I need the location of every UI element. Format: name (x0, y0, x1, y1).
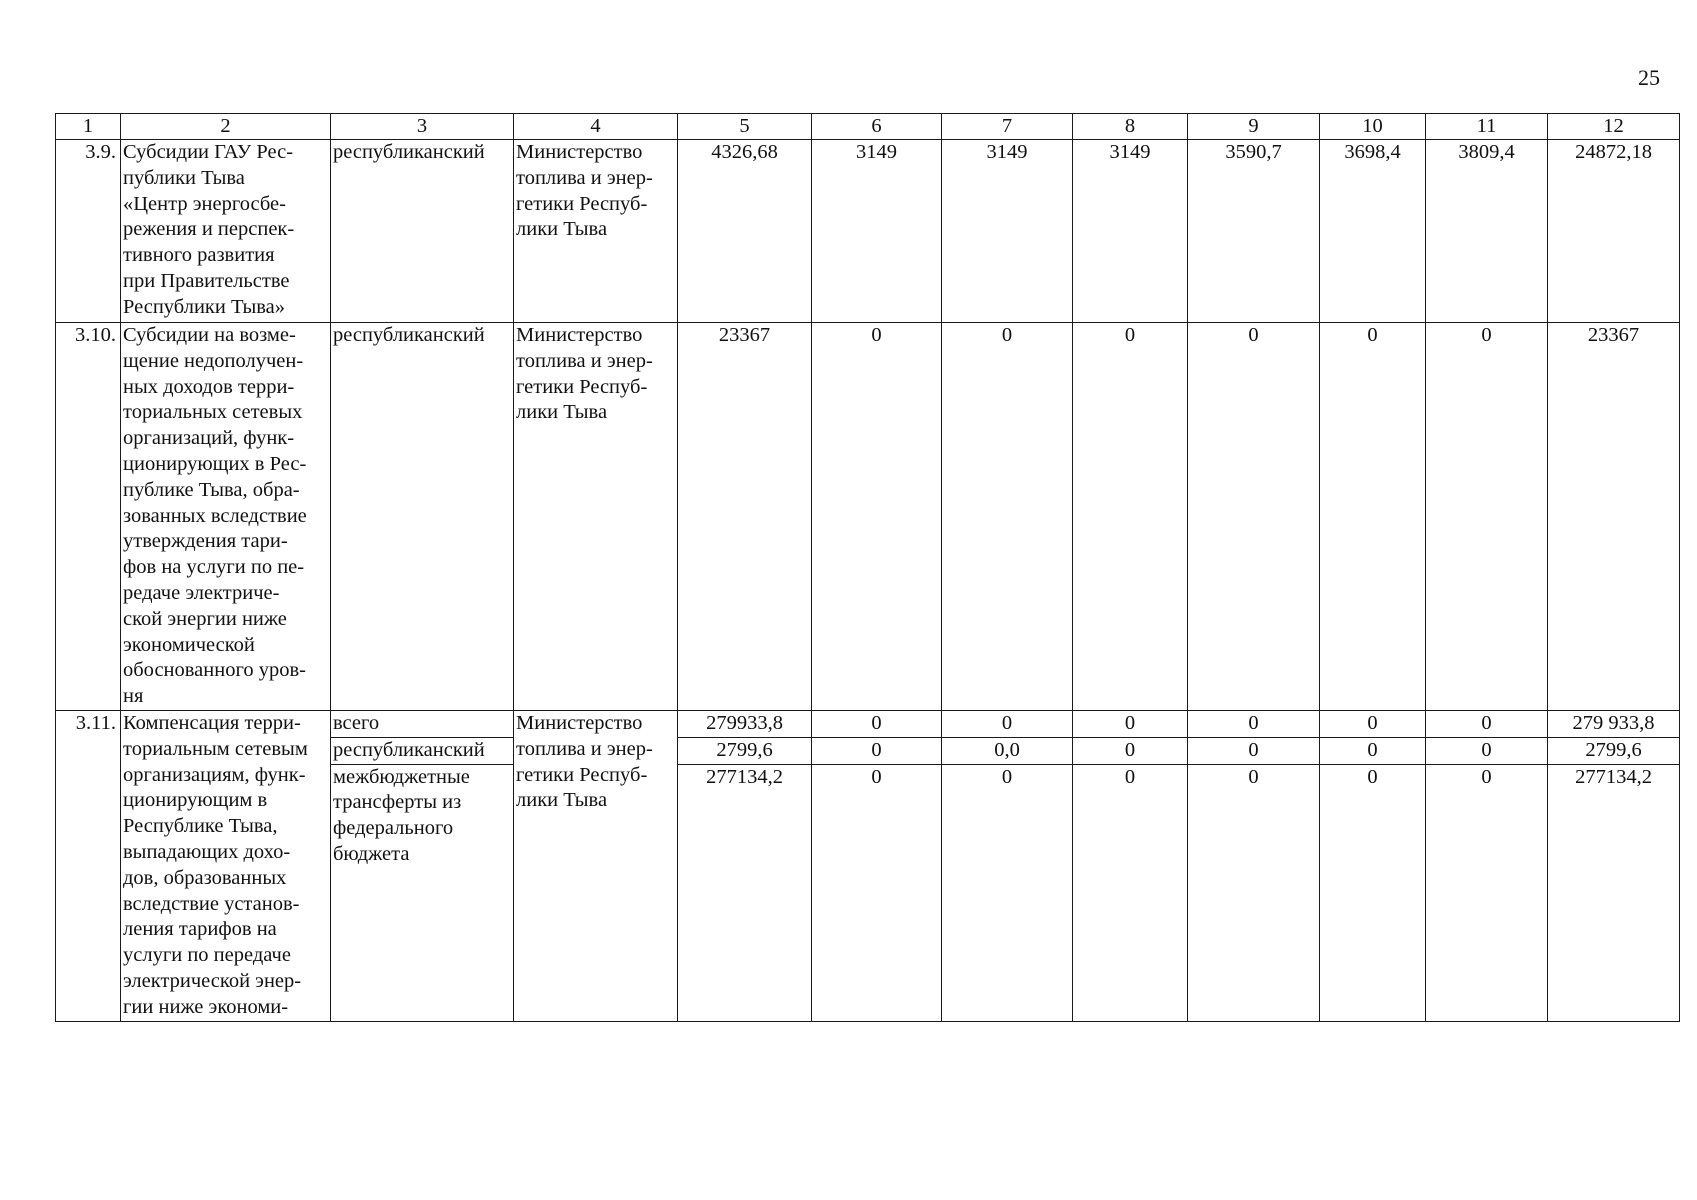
header-cell: 9 (1188, 114, 1320, 140)
row-description: Компенсация терри- ториальным сетевым организациям, функ- ционирующим в Республике Тыва, выпадающих дохо- дов, образованных вследствие установ- ления тарифов на услуги по передаче электрической энер- гии ниже экономи- (121, 711, 331, 1022)
value-cell: 0 (812, 323, 942, 711)
funding-source: республиканский (331, 738, 513, 765)
value-cell: 3149 (942, 140, 1073, 323)
value-cell: 0 (942, 323, 1073, 711)
table-row (56, 140, 1680, 323)
funding-source: республиканский (331, 323, 514, 711)
value-cell: 0 (1367, 765, 1378, 788)
value-cell: 0 (1426, 711, 1547, 738)
value-cell: 0 (1001, 765, 1013, 788)
value-cell: 0 (812, 711, 941, 738)
value-stack (678, 711, 812, 1022)
value-cell: 0 (1188, 323, 1320, 711)
value-cell: 0 (1124, 765, 1136, 788)
header-cell: 10 (1320, 114, 1426, 140)
header-cell: 8 (1073, 114, 1188, 140)
row-number: 3.11. (56, 711, 121, 1022)
value-cell: 0 (942, 711, 1072, 738)
value-cell: 24872,18 (1548, 140, 1680, 323)
header-cell: 4 (514, 114, 678, 140)
header-cell: 12 (1548, 114, 1680, 140)
row-description: Субсидии на возме- щение недополучен- ных доходов терри- ториальных сетевых организаций, функ- ционирующих в Рес- публике Тыва, обра- зованных вследствие утверждения тари- фов на услуги по пе- редаче электриче- ской энергии ниже экономической обоснованного уров- ня (121, 323, 331, 711)
header-cell: 2 (121, 114, 331, 140)
funding-source: всего (331, 711, 513, 738)
value-cell: 277134,2 (1575, 765, 1652, 788)
value-stack (1548, 711, 1680, 1022)
value-cell: 0 (1073, 738, 1187, 765)
value-cell: 0 (1188, 711, 1319, 738)
value-stack (942, 711, 1073, 1022)
row-number: 3.9. (56, 140, 121, 323)
funding-source: межбюджетные трансферты из федерального бюджета (333, 765, 470, 865)
row-description: Субсидии ГАУ Рес- публики Тыва «Центр энергосбе- режения и перспек- тивного развития при Правительстве Республики Тыва» (121, 140, 331, 323)
header-cell: 3 (331, 114, 514, 140)
value-cell: 0 (1248, 765, 1259, 788)
page-number: 25 (1638, 65, 1660, 90)
value-cell: 2799,6 (1548, 738, 1679, 765)
value-cell: 279 933,8 (1548, 711, 1679, 738)
value-cell: 3590,7 (1188, 140, 1320, 323)
value-cell: 2799,6 (678, 738, 811, 765)
value-stack (1320, 711, 1426, 1022)
value-cell: 0 (1426, 738, 1547, 765)
row-number: 3.10. (56, 323, 121, 711)
header-cell: 7 (942, 114, 1073, 140)
value-cell: 3149 (812, 140, 942, 323)
budget-table (55, 113, 1680, 1022)
value-cell: 0 (871, 765, 882, 788)
value-cell: 0 (1073, 323, 1188, 711)
value-cell: 277134,2 (706, 765, 783, 788)
value-cell: 0 (1320, 323, 1426, 711)
table-row (56, 323, 1680, 711)
value-cell: 0 (1320, 738, 1425, 765)
value-stack (1073, 711, 1188, 1022)
value-stack (1426, 711, 1548, 1022)
value-cell: 0 (812, 738, 941, 765)
value-cell: 0 (1188, 738, 1319, 765)
value-cell: 3698,4 (1320, 140, 1426, 323)
value-cell: 0 (1481, 765, 1492, 788)
value-cell: 23367 (1548, 323, 1680, 711)
header-cell: 5 (678, 114, 812, 140)
value-cell: 0 (1320, 711, 1425, 738)
responsible-agency: Министерство топлива и энер- гетики Респуб- лики Тыва (514, 140, 678, 323)
value-stack (1188, 711, 1320, 1022)
value-stack (812, 711, 942, 1022)
value-cell: 0,0 (942, 738, 1072, 765)
funding-source: республиканский (331, 140, 514, 323)
value-cell: 279933,8 (678, 711, 811, 738)
header-cell: 11 (1426, 114, 1548, 140)
value-cell: 23367 (678, 323, 812, 711)
responsible-agency: Министерство топлива и энер- гетики Респуб- лики Тыва (514, 711, 678, 1022)
funding-source-stack (331, 711, 514, 1022)
header-cell: 6 (812, 114, 942, 140)
responsible-agency: Министерство топлива и энер- гетики Респуб- лики Тыва (514, 323, 678, 711)
header-cell: 1 (56, 114, 121, 140)
value-cell: 0 (1073, 711, 1187, 738)
value-cell: 4326,68 (678, 140, 812, 323)
value-cell: 3809,4 (1426, 140, 1548, 323)
value-cell: 3149 (1073, 140, 1188, 323)
value-cell: 0 (1426, 323, 1548, 711)
table-header-row (56, 114, 1680, 140)
table-row (56, 711, 1680, 1022)
